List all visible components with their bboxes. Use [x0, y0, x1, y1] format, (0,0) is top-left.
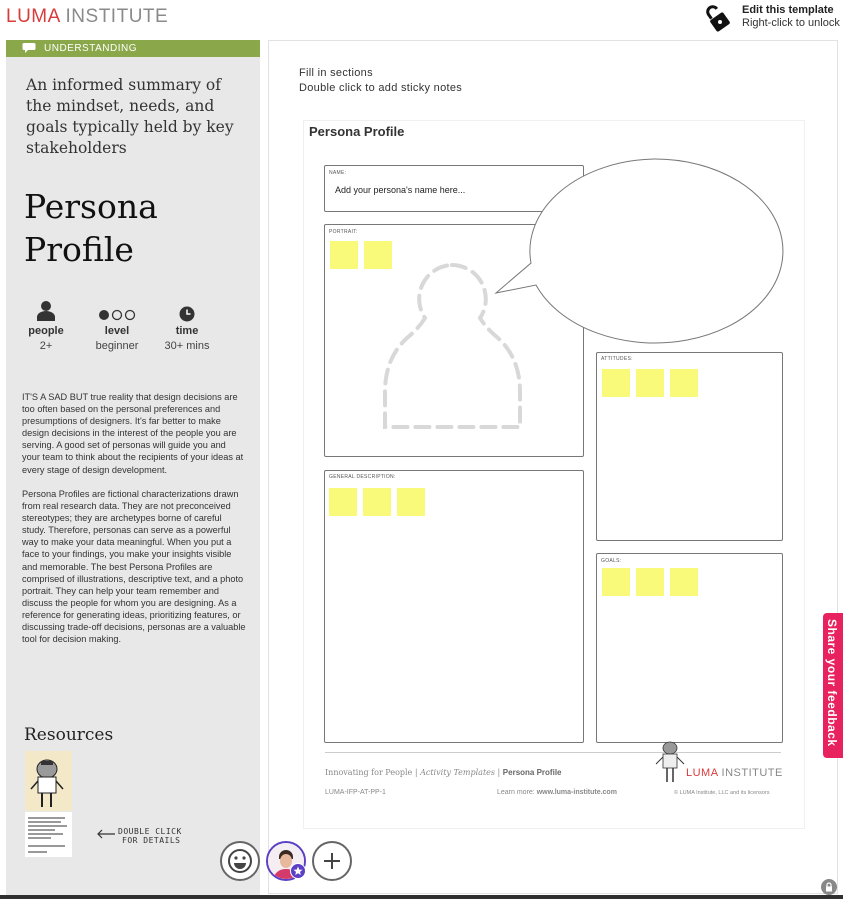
footer-italic: Activity Templates [420, 768, 496, 777]
share-feedback-tab[interactable] [823, 613, 843, 758]
sticky-note[interactable] [636, 369, 664, 397]
sticky-note[interactable] [602, 369, 630, 397]
goals-label: GOALS: [601, 558, 622, 564]
bottom-edge [0, 895, 843, 899]
edit-template-subtitle: Right-click to unlock [742, 17, 840, 29]
edit-template-title[interactable]: Edit this template [742, 4, 834, 16]
method-title [24, 185, 244, 271]
footer-copyright: © LUMA Institute, LLC and its licensors [674, 790, 770, 796]
stat-level [87, 308, 147, 352]
sticky-note[interactable] [329, 488, 357, 516]
method-summary: An informed summary of the mindset, needs, and goals typically held by key stakeholders [26, 76, 234, 157]
description-paragraph-1: IT'S A SAD BUT true reality that design decisions are too often based on the personal preferences and presumptions of designers. It's far better to make design decisions in the interest of the people you are serving. A good set of personas will guide you and your team to think about the recipients of your ideas at every stage of design development. [22, 392, 244, 475]
name-label: NAME: [329, 170, 347, 176]
canvas-instructions [299, 66, 462, 96]
footer-sep: | [495, 768, 503, 777]
sticky-note[interactable] [670, 568, 698, 596]
footer-divider [325, 752, 781, 753]
footer-brand-1: LUMA [686, 767, 718, 779]
stat-name: people [28, 325, 64, 337]
sticky-note[interactable] [636, 568, 664, 596]
category-bar [6, 40, 260, 57]
title-line-2: Profile [24, 230, 134, 269]
sticky-note[interactable] [363, 488, 391, 516]
sticky-note[interactable] [602, 568, 630, 596]
title-line-1: Persona [24, 187, 158, 226]
document-lines-icon [25, 812, 72, 857]
footer-bold: Persona Profile [502, 768, 562, 777]
resources-heading: Resources [24, 725, 114, 745]
hint-line-1: DOUBLE CLICK [118, 827, 182, 836]
stat-people [16, 300, 76, 352]
person-icon [36, 300, 56, 322]
sticky-note[interactable] [397, 488, 425, 516]
clock-icon [179, 306, 195, 322]
luma-mascot-icon [650, 738, 690, 784]
speech-bubble-icon [22, 42, 36, 54]
footer-brand-2: INSTITUTE [717, 767, 783, 779]
portrait-label: PORTRAIT: [329, 229, 358, 235]
stat-time [157, 306, 217, 352]
description-paragraph-2: Persona Profiles are fictional characterizations drawn from real research data. They are not preconceived stereotypes; they are archetypes borne of careful study. Therefore, personas can serve as a powerful way to make your data meaningful. When you put a face to your findings, you make your insights visible and memorable. The best Persona Profiles are comprised of illustrations, descriptive text, and a photo portrait. They can help your team remember and discuss the people for whom you are designing. As a reference for generating ideas, prioritizing features, or discussing trade-off decisions, personas are a valuable tool for decision making. [22, 489, 246, 645]
resource-illustration[interactable] [25, 751, 72, 811]
unlock-icon[interactable] [704, 3, 734, 33]
resource-document[interactable] [25, 812, 72, 857]
sheet-title: Persona Profile [309, 124, 405, 139]
double-click-hint [118, 827, 182, 845]
category-label: UNDERSTANDING [44, 43, 137, 54]
arrow-left-icon [96, 829, 116, 839]
footer-tagline [325, 768, 561, 777]
stat-name: time [175, 325, 199, 337]
lock-icon[interactable] [821, 879, 837, 895]
stat-value: 30+ mins [164, 340, 210, 352]
attitudes-label: ATTITUDES: [601, 356, 633, 362]
footer-code: LUMA-IFP-AT-PP-1 [325, 789, 386, 796]
stat-value: 2+ [39, 340, 53, 352]
general-description-label: GENERAL DESCRIPTION: [329, 474, 396, 480]
name-field[interactable]: Add your persona's name here... [335, 185, 466, 195]
speech-bubble-callout[interactable] [494, 157, 786, 347]
smiley-icon [222, 843, 258, 879]
footer-brand [686, 767, 783, 779]
footer-learn-text: Learn more: [497, 789, 537, 796]
luma-logo: LUMA INSTITUTE [6, 6, 169, 27]
reaction-button[interactable] [220, 841, 260, 881]
star-badge-icon [290, 863, 306, 879]
footer-learn [497, 789, 617, 796]
instruction-fill: Fill in sections [299, 67, 373, 79]
stat-name: level [104, 325, 130, 337]
add-button[interactable] [312, 841, 352, 881]
feedback-label: Share your feedback [825, 619, 839, 747]
footer-text: Innovating for People | [325, 768, 421, 777]
level-dots-icon [97, 308, 137, 322]
instruction-sticky: Double click to add sticky notes [299, 82, 463, 94]
sticky-note[interactable] [670, 369, 698, 397]
footer-url: www.luma-institute.com [536, 789, 617, 796]
plus-icon [314, 843, 350, 879]
persona-character-icon [25, 751, 72, 811]
sticky-note[interactable] [330, 241, 358, 269]
sticky-note[interactable] [364, 241, 392, 269]
hint-line-2: FOR DETAILS [122, 836, 181, 845]
stat-value: beginner [95, 340, 139, 352]
